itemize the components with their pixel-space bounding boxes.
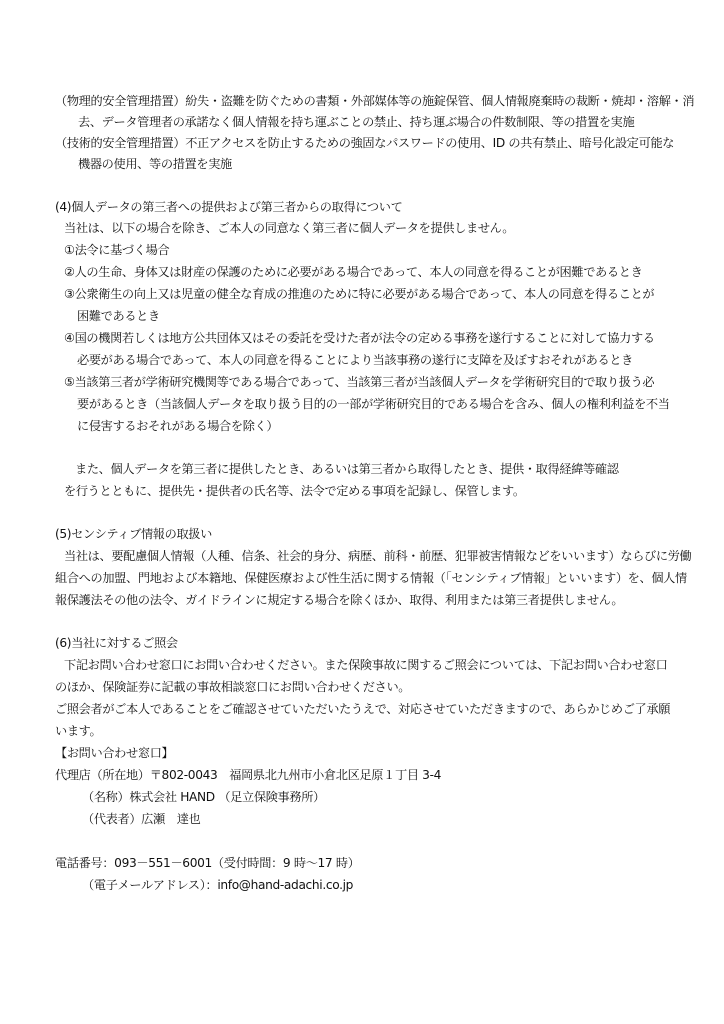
section-4-item-3-line-2: 困難であるとき — [77, 309, 160, 323]
contact-phone: 電話番号：093－551－6001（受付時間：9 時～17 時） — [55, 856, 360, 870]
section-4-item-3-line-1: ③公衆衛生の向上又は児童の健全な育成の推進のために特に必要がある場合であって、本人の同意を得ることが — [64, 287, 655, 301]
section-6-line-3: ご照会者がご本人であることをご確認させていただいたうえで、対応させていただきますので、あらかじめご了承願 — [55, 702, 671, 716]
section-6-line-2: のほか、保険証券に記載の事故相談窓口にお問い合わせください。 — [55, 680, 411, 694]
physical-measure-line-1: （物理的安全管理措置）紛失・盗難を防ぐための書類・外部媒体等の施錠保管、個人情報廃棄時の裁断・焼却・溶解・消 — [55, 94, 695, 108]
section-4-item-4-line-2: 必要がある場合であって、本人の同意を得ることにより当該事務の遂行に支障を及ぼすおそれがあるとき — [77, 353, 633, 367]
physical-measure-line-2: 去、データ管理者の承諾なく個人情報を持ち運ぶことの禁止、持ち運ぶ場合の件数制限、等の措置を実施 — [78, 115, 635, 129]
contact-agency-address: 代理店（所在地）〒802-0043 福岡県北九州市小倉北区足原１丁目 3-4 — [55, 768, 442, 782]
section-4-intro: 当社は、以下の場合を除き、ご本人の同意なく第三者に個人データを提供しません。 — [64, 221, 515, 235]
contact-company-name: （名称）株式会社 HAND （足立保険事務所） — [82, 790, 325, 804]
section-4-item-4-line-1: ④国の機関若しくは地方公共団体又はその委託を受けた者が法令の定める事務を遂行することに対して協力する — [64, 331, 655, 345]
section-4-item-1: ①法令に基づく場合 — [64, 243, 170, 257]
section-6-line-1: 下記お問い合わせ窓口にお問い合わせください。また保険事故に関するご照会については、下記お問い合わせ窓口 — [64, 658, 668, 672]
section-4-item-2: ②人の生命、身体又は財産の保護のために必要がある場合であって、本人の同意を得ることが困難であるとき — [64, 265, 643, 279]
contact-representative: （代表者）広瀬 達也 — [82, 812, 201, 826]
section-4-record-line-2: を行うとともに、提供先・提供者の氏名等、法令で定める事項を記録し、保管します。 — [64, 484, 525, 498]
technical-measure-line-1: （技術的安全管理措置）不正アクセスを防止するための強固なパスワードの使用、ID の共有禁止、暗号化設定可能な — [55, 136, 675, 150]
section-5-line-3: 報保護法その他の法令、ガイドラインに規定する場合を除くほか、取得、利用または第三者提供しません。 — [55, 593, 624, 607]
contact-email: （電子メールアドレス）：info@hand-adachi.co.jp — [82, 878, 354, 892]
section-4-heading: (4)個人データの第三者への提供および第三者からの取得について — [55, 200, 403, 214]
section-5-line-1: 当社は、要配慮個人情報（人種、信条、社会的身分、病歴、前科・前歴、犯罪被害情報などをいいます）ならびに労働 — [64, 549, 692, 563]
section-4-record-line-1: また、個人データを第三者に提供したとき、あるいは第三者から取得したとき、提供・取得経緯等確認 — [75, 462, 619, 476]
section-5-heading: (5)センシティブ情報の取扱い — [55, 527, 212, 541]
section-4-item-5-line-1: ⑤当該第三者が学術研究機関等である場合であって、当該第三者が当該個人データを学術研究目的で取り扱う必 — [64, 375, 655, 389]
contact-heading: 【お問い合わせ窓口】 — [55, 746, 174, 760]
section-6-line-4: います。 — [55, 724, 102, 738]
section-4-item-5-line-2: 要があるとき（当該個人データを取り扱う目的の一部が学術研究目的である場合を含み、個人の権利利益を不当 — [77, 397, 670, 411]
technical-measure-line-2: 機器の使用、等の措置を実施 — [78, 157, 232, 171]
section-6-heading: (6)当社に対するご照会 — [55, 636, 178, 650]
section-5-line-2: 組合への加盟、門地および本籍地、保健医療および性生活に関する情報（「センシティブ情報」といいます）を、個人情 — [55, 571, 687, 585]
section-4-item-5-line-3: に侵害するおそれがある場合を除く） — [77, 419, 279, 433]
